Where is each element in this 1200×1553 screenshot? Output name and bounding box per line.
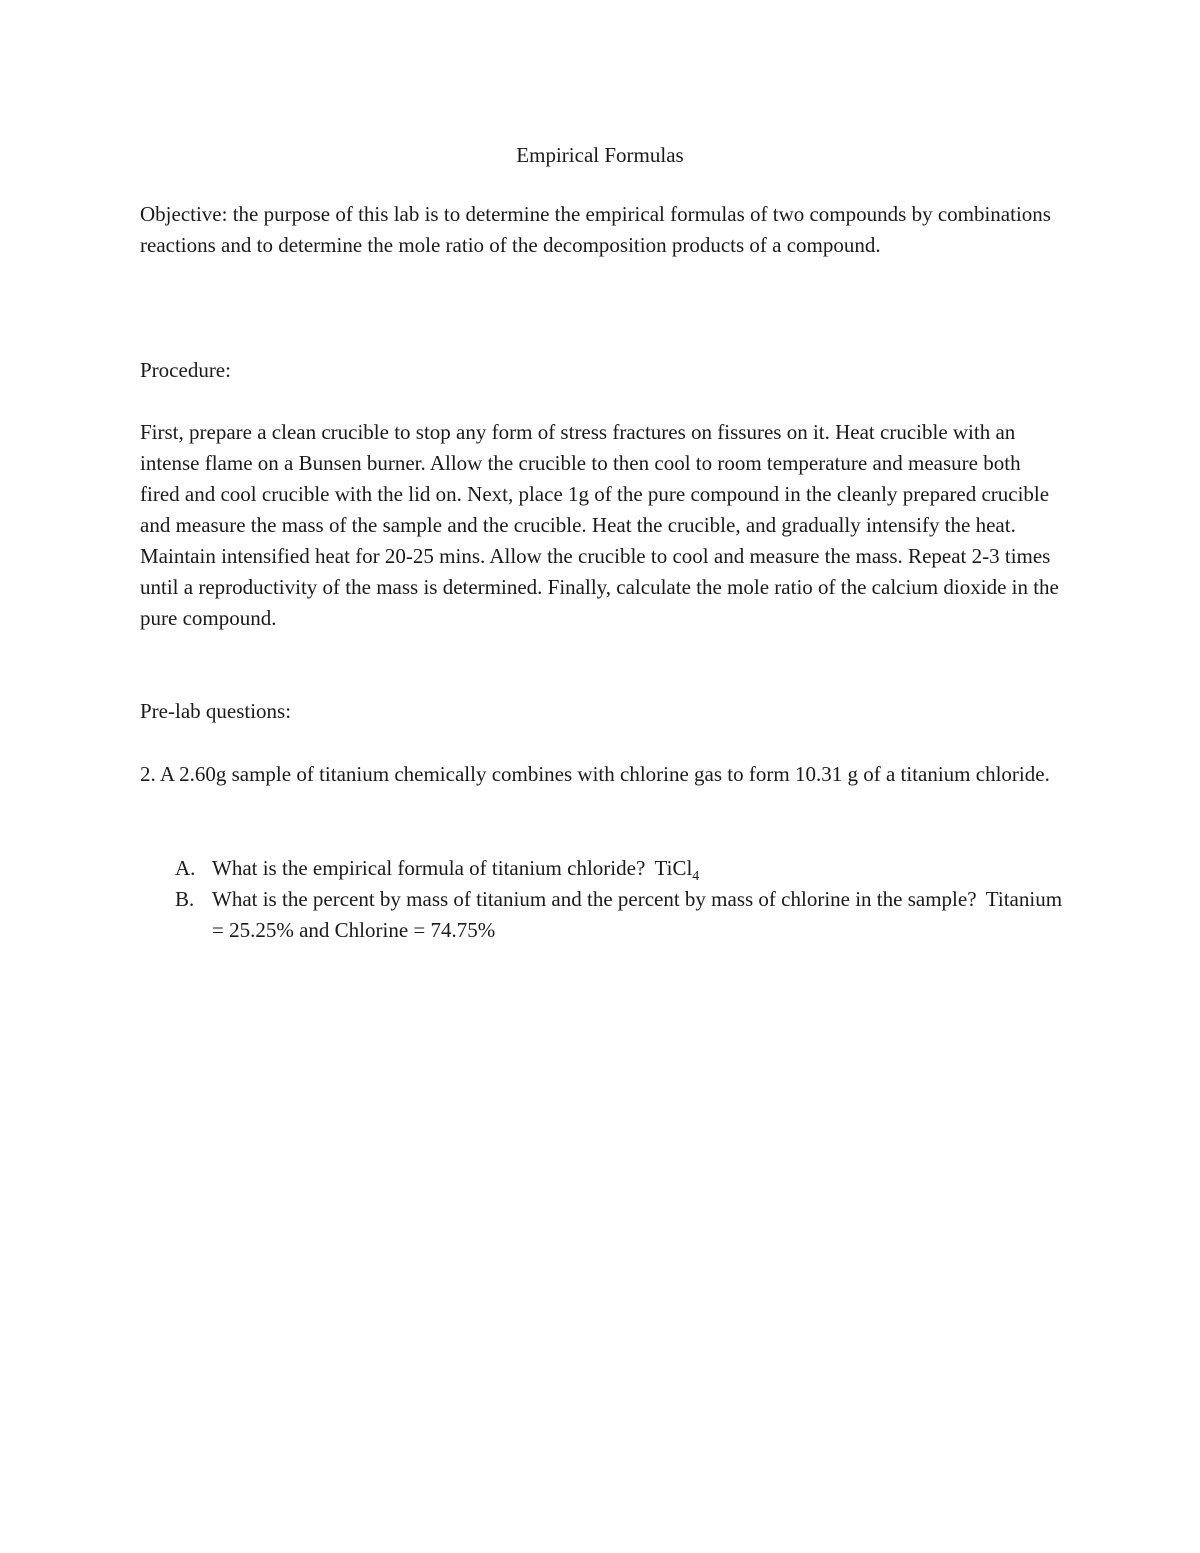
answer-item-a [140,853,1065,884]
answer-marker-b: B. [175,887,195,911]
formula-base: TiCl [654,856,693,880]
answer-b-text: Titanium = 25.25% and Chlorine = 74.75% [212,887,1063,942]
answer-list [140,853,1065,946]
procedure-heading: Procedure: [140,358,231,382]
question-b-text: What is the percent by mass of titanium and the percent by mass of chlorine in the sample? [212,887,977,911]
objective-paragraph: Objective: the purpose of this lab is to determine the empirical formulas of two compounds by combinations reactions and to determine the mole ratio of the decomposition products of a compound. [140,202,1051,257]
prelab-heading: Pre-lab questions: [140,699,292,723]
answer-a-formula [654,856,700,884]
question-a-text: What is the empirical formula of titanium chloride? [212,856,646,880]
document-title: Empirical Formulas [516,143,684,167]
formula-subscript: 4 [692,869,700,884]
question-2-text: 2. A 2.60g sample of titanium chemically combines with chlorine gas to form 10.31 g of a titanium chloride. [140,762,1050,786]
answer-marker-a: A. [175,856,196,880]
answer-item-b [140,884,1065,946]
procedure-paragraph: First, prepare a clean crucible to stop any form of stress fractures on fissures on it. Heat crucible with an intense flame on a Bunsen burner. Allow the crucible to then cool to room temperature and measure both fired and cool crucible with the lid on. Next, place 1g of the pure compound in the cleanly prepared crucible and measure the mass of the sample and the crucible. Heat the crucible, and gradually intensify the heat. Maintain intensified heat for 20-25 mins. Allow the crucible to cool and measure the mass. Repeat 2-3 times until a reproductivity of the mass is determined. Finally, calculate the mole ratio of the calcium dioxide in the pure compound. [140,420,1059,630]
